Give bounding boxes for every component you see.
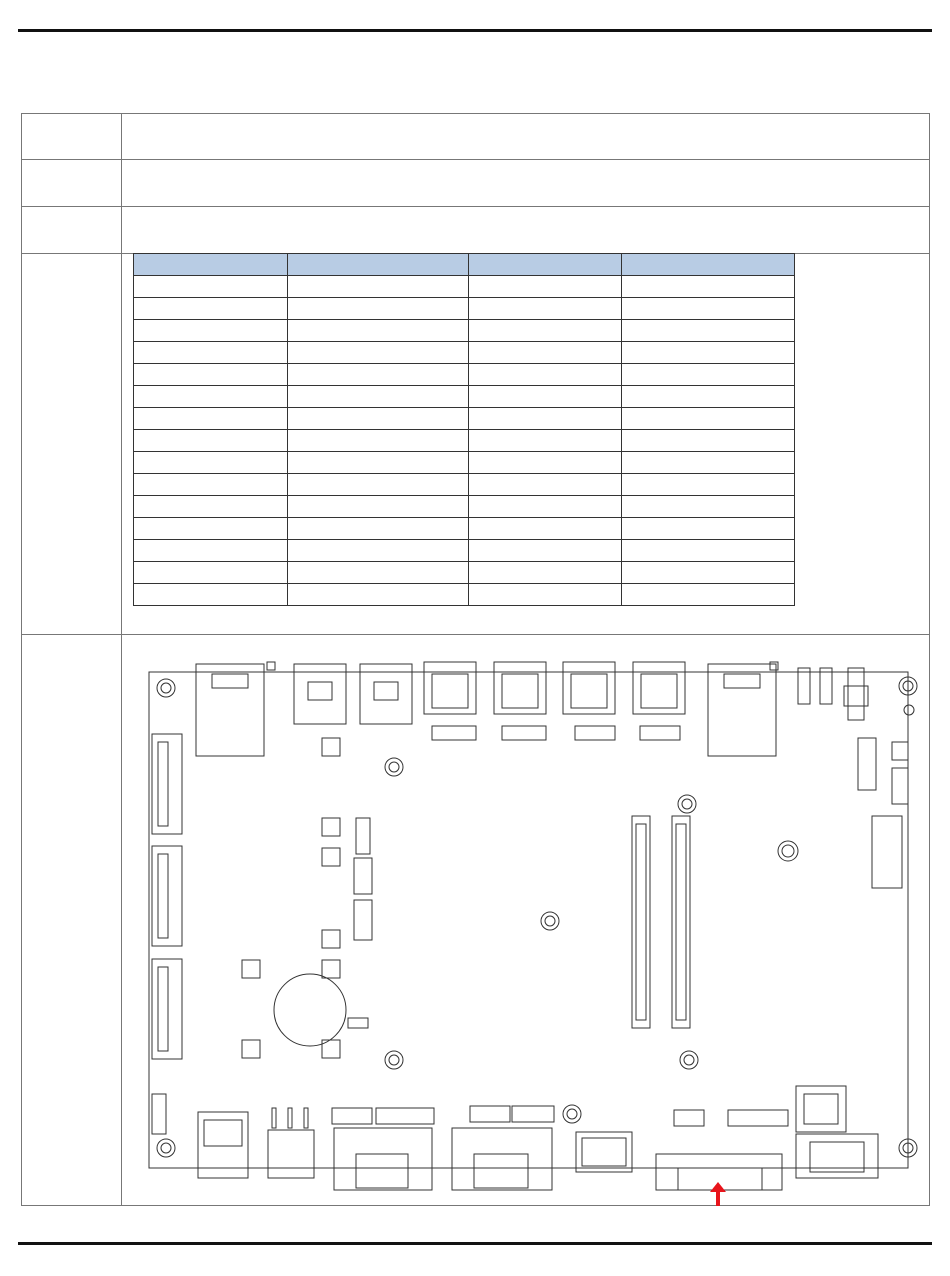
pin-table-cell [288, 342, 469, 364]
pin-table-cell [134, 562, 288, 584]
spec-label [26, 114, 120, 159]
spec-value [128, 160, 926, 206]
pin-table-cell [469, 408, 622, 430]
pin-table-cell [469, 276, 622, 298]
pin-table-row [134, 518, 795, 540]
motherboard-layout-diagram [122, 634, 928, 1206]
pin-table-cell [469, 386, 622, 408]
pin-table-cell [288, 320, 469, 342]
pin-table-cell [622, 298, 795, 320]
pin-table-row [134, 562, 795, 584]
pin-table-cell [622, 540, 795, 562]
pin-table-cell [469, 496, 622, 518]
pin-table-cell [622, 474, 795, 496]
pin-table-header [134, 254, 288, 276]
pin-table-cell [622, 430, 795, 452]
pin-table-row [134, 320, 795, 342]
pin-table-cell [134, 540, 288, 562]
pin-table-cell [288, 496, 469, 518]
pin-table-cell [469, 452, 622, 474]
pin-table-cell [134, 276, 288, 298]
pin-table-cell [469, 562, 622, 584]
pin-table-header [288, 254, 469, 276]
spec-value [128, 207, 926, 253]
pin-table-cell [622, 408, 795, 430]
pin-table-cell [134, 298, 288, 320]
pin-table-cell [469, 364, 622, 386]
pin-table-row [134, 298, 795, 320]
pin-table-cell [134, 408, 288, 430]
pin-table-cell [134, 518, 288, 540]
pin-table-row [134, 430, 795, 452]
pin-table-cell [469, 584, 622, 606]
pin-table-cell [288, 408, 469, 430]
pin-table-cell [134, 320, 288, 342]
pin-table-row [134, 364, 795, 386]
pin-table-cell [622, 584, 795, 606]
right-connectors [858, 738, 908, 888]
pin-table-cell [622, 320, 795, 342]
spec-label [26, 160, 120, 206]
spec-label [26, 207, 120, 253]
header-rule [18, 29, 932, 32]
pin-table-cell [288, 518, 469, 540]
pin-table-cell [288, 562, 469, 584]
pin-table-cell [622, 518, 795, 540]
pin-table-cell [622, 342, 795, 364]
pin-table-cell [469, 540, 622, 562]
pin-table-row [134, 386, 795, 408]
pin-table-cell [469, 474, 622, 496]
pin-table-cell [288, 584, 469, 606]
pin-table-cell [134, 474, 288, 496]
footer-rule [18, 1242, 932, 1245]
port-indicator-arrow-icon [710, 1182, 726, 1206]
pin-table-cell [288, 540, 469, 562]
pin-table-cell [622, 496, 795, 518]
pin-table-cell [134, 452, 288, 474]
pin-table-cell [469, 320, 622, 342]
pin-table-row [134, 342, 795, 364]
pin-table-cell [469, 518, 622, 540]
pin-table-row [134, 584, 795, 606]
pin-table-cell [288, 430, 469, 452]
top-connectors [196, 662, 868, 756]
pin-table-row [134, 408, 795, 430]
pin-table-cell [134, 364, 288, 386]
spec-value [128, 114, 926, 159]
pin-table-cell [288, 452, 469, 474]
pin-table-cell [288, 298, 469, 320]
pin-table-cell [288, 364, 469, 386]
pin-table-cell [134, 386, 288, 408]
pin-assignment-table [133, 253, 795, 606]
memory-slots [632, 816, 690, 1028]
mounting-holes [157, 677, 917, 1157]
pin-table-cell [622, 452, 795, 474]
pin-table-cell [134, 342, 288, 364]
pin-table-cell [469, 298, 622, 320]
pin-table-row [134, 540, 795, 562]
pin-table-cell [288, 276, 469, 298]
pin-table-header [469, 254, 622, 276]
pin-table-cell [622, 364, 795, 386]
pin-table-header-row [134, 254, 795, 276]
pin-table-cell [622, 562, 795, 584]
pin-table-cell [288, 386, 469, 408]
pin-table-row [134, 276, 795, 298]
pin-table-row [134, 452, 795, 474]
board-outline [149, 672, 908, 1168]
pin-table-cell [134, 584, 288, 606]
pin-table-row [134, 474, 795, 496]
pin-table-cell [469, 430, 622, 452]
small-components [242, 738, 372, 1058]
pin-table-row [134, 496, 795, 518]
pin-table-cell [134, 496, 288, 518]
bottom-connectors [152, 1086, 878, 1190]
pin-table-cell [469, 342, 622, 364]
pin-table-cell [288, 474, 469, 496]
pin-table-cell [622, 276, 795, 298]
pin-table-cell [622, 386, 795, 408]
pin-table-header [622, 254, 795, 276]
pin-table-cell [134, 430, 288, 452]
left-slots [152, 734, 182, 1059]
